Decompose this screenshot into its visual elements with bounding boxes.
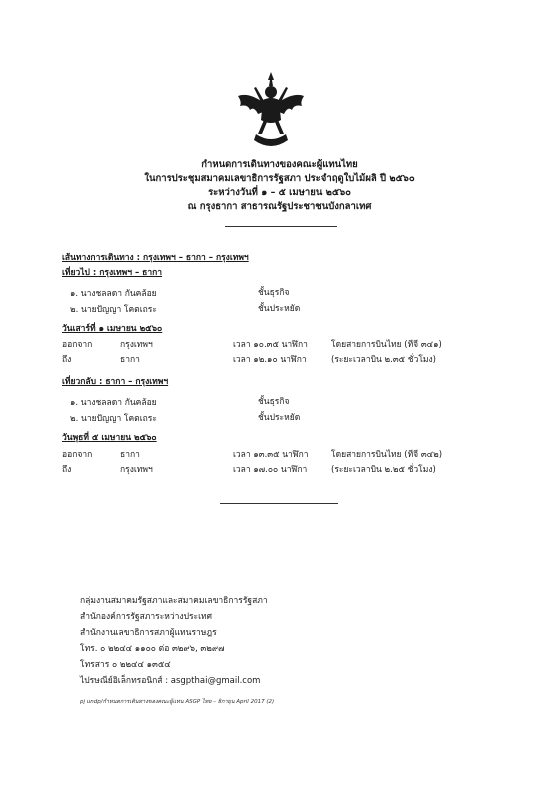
body-divider [220,503,338,504]
outbound-arrive-time: เวลา ๑๒.๑๐ นาฬิกา [233,355,307,365]
footer-fax: โทรสาร ๐ ๒๒๔๔ ๑๓๕๔ [80,660,171,670]
outbound-arrive-label: ถึง [62,355,72,365]
outbound-depart-place: กรุงเทพฯ [120,340,153,350]
return-depart-time: เวลา ๑๓.๓๕ นาฬิกา [233,450,309,460]
garuda-emblem-icon [236,70,306,152]
return-duration: (ระยะเวลาบิน ๒.๒๕ ชั่วโมง) [331,465,436,475]
doc-subtitle: ในการประชุมสมาคมเลขาธิการรัฐสภา ประจำฤดูใบไม้ผลิ ปี ๒๕๖๐ [144,173,415,184]
return-flight: โดยสายการบินไทย (ทีจี ๓๔๒) [331,450,443,460]
doc-date-range: ระหว่างวันที่ ๑ – ๕ เมษายน ๒๕๖๐ [208,187,351,198]
outbound-date: วันเสาร์ที่ ๑ เมษายน ๒๕๖๐ [62,324,163,334]
footer-dept: กลุ่มงานสมาคมรัฐสภาและสมาคมเลขาธิการรัฐสภา [80,596,268,606]
return-arrive-time: เวลา ๑๗.๐๐ นาฬิกา [233,465,308,475]
return-member-1-class: ชั้นธุรกิจ [258,397,290,407]
outbound-member-1-name: ๑. นางชลลดา กันคล้อย [70,289,157,299]
return-member-2-class: ชั้นประหยัด [258,413,301,423]
outbound-member-2-class: ชั้นประหยัด [258,304,301,314]
outbound-heading: เที่ยวไป : กรุงเทพฯ – ธากา [62,268,163,278]
file-path-note: pj undp/กำหนดการเดินทางของคณะผู้แทน ASGP ไทย – ธิกายุน April 2017 (2) [80,699,275,705]
route-heading: เส้นทางการเดินทาง : กรุงเทพฯ – ธากา – กรุงเทพฯ [62,253,249,263]
return-date: วันพุธที่ ๕ เมษายน ๒๕๖๐ [62,433,157,443]
doc-location: ณ กรุงธากา สาธารณรัฐประชาชนบังกลาเทศ [187,201,372,212]
outbound-arrive-place: ธากา [120,355,140,365]
outbound-duration: (ระยะเวลาบิน ๒.๓๕ ชั่วโมง) [331,355,436,365]
outbound-member-1-class: ชั้นธุรกิจ [258,288,290,298]
outbound-member-2-name: ๒. นายปัญญา โคตเถระ [70,305,157,315]
return-arrive-label: ถึง [62,465,72,475]
doc-title: กำหนดการเดินทางของคณะผู้แทนไทย [201,159,358,170]
outbound-flight: โดยสายการบินไทย (ทีจี ๓๔๑) [331,340,442,350]
return-heading: เที่ยวกลับ : ธากา – กรุงเทพฯ [62,377,169,387]
outbound-depart-label: ออกจาก [62,340,93,350]
return-arrive-place: กรุงเทพฯ [120,465,153,475]
return-depart-place: ธากา [120,450,140,460]
outbound-depart-time: เวลา ๑๐.๓๕ นาฬิกา [233,340,308,350]
footer-email: ไปรษณีย์อิเล็กทรอนิกส์ : asgpthai@gmail.com [80,676,261,686]
footer-phone: โทร. ๐ ๒๒๔๔ ๑๑๐๐ ต่อ ๓๒๙๖, ๓๒๙๗ [80,644,225,654]
return-member-2-name: ๒. นายปัญญา โคตเถระ [70,414,157,424]
footer-bureau: สำนักองค์การรัฐสภาระหว่างประเทศ [80,612,213,622]
return-member-1-name: ๑. นางชลลดา กันคล้อย [70,398,157,408]
header-divider [225,226,337,227]
footer-office: สำนักงานเลขาธิการสภาผู้แทนราษฎร [80,628,217,638]
return-depart-label: ออกจาก [62,450,93,460]
